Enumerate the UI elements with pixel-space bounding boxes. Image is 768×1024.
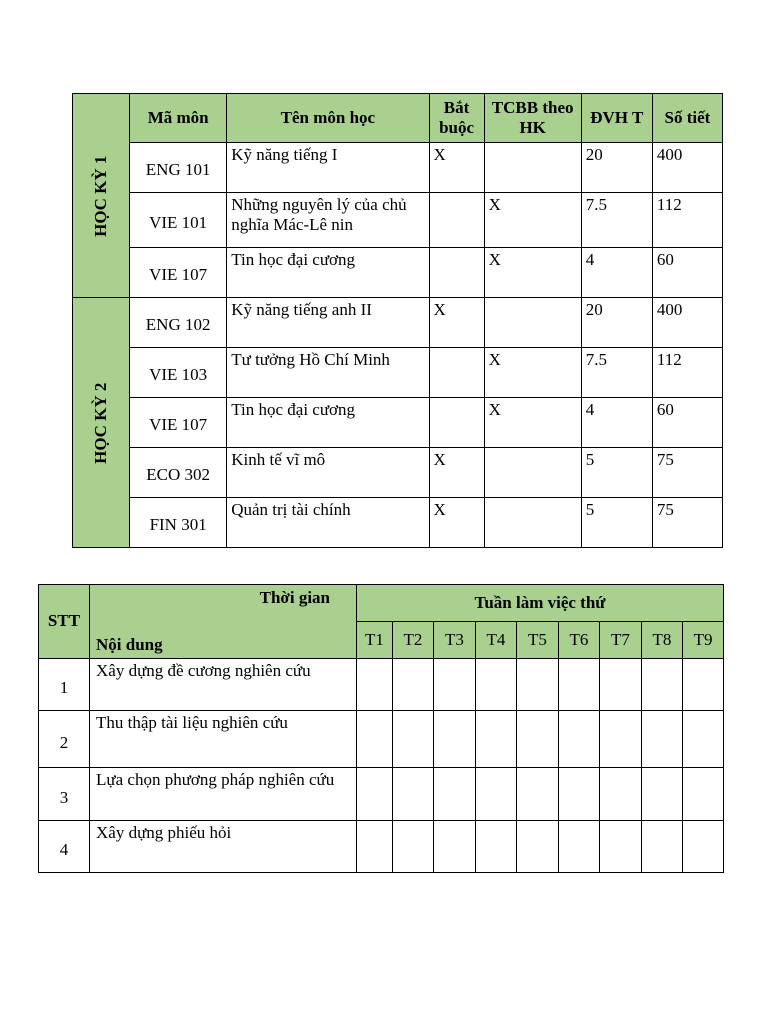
- week-cell: [434, 821, 476, 873]
- week-cell: [559, 768, 600, 821]
- row-number: 1: [39, 659, 90, 711]
- week-header: T4: [476, 622, 517, 659]
- row-number: 4: [39, 821, 90, 873]
- schedule-row: [39, 821, 724, 873]
- course-required: X: [429, 498, 484, 548]
- week-header: T5: [517, 622, 559, 659]
- course-name: Tư tưởng Hồ Chí Minh: [227, 348, 429, 398]
- header-dvht: ĐVH T: [581, 94, 652, 143]
- content-header: Nội dung: [96, 634, 163, 654]
- week-cell: [559, 659, 600, 711]
- schedule-row: [39, 659, 724, 711]
- course-required: [429, 398, 484, 448]
- week-cell: [642, 821, 683, 873]
- task-name: Xây dựng đề cương nghiên cứu: [90, 659, 357, 711]
- course-tcbb: [484, 143, 581, 193]
- header-course-code: Mã môn: [130, 94, 227, 143]
- time-header: Thời gian: [259, 588, 330, 607]
- course-dvht: 4: [581, 248, 652, 298]
- course-name: Tin học đại cương: [227, 398, 429, 448]
- course-name: Kỹ năng tiếng I: [227, 143, 429, 193]
- schedule-row: [39, 711, 724, 768]
- week-cell: [476, 768, 517, 821]
- course-required: [429, 193, 484, 248]
- week-header: T1: [357, 622, 393, 659]
- week-cell: [434, 711, 476, 768]
- course-hours: 75: [652, 498, 722, 548]
- week-cell: [357, 659, 393, 711]
- week-header: T7: [600, 622, 642, 659]
- course-tcbb: [484, 448, 581, 498]
- course-row: [73, 498, 723, 548]
- course-required: X: [429, 143, 484, 193]
- header-required: Bắt buộc: [429, 94, 484, 143]
- course-hours: 60: [652, 398, 722, 448]
- course-row: [73, 248, 723, 298]
- week-cell: [476, 711, 517, 768]
- course-tcbb: [484, 298, 581, 348]
- week-cell: [600, 711, 642, 768]
- semester-1-label: HỌC KỲ 1: [73, 94, 130, 298]
- week-cell: [600, 659, 642, 711]
- course-dvht: 7.5: [581, 193, 652, 248]
- task-name: Xây dựng phiếu hỏi: [90, 821, 357, 873]
- week-cell: [393, 711, 434, 768]
- week-cell: [559, 711, 600, 768]
- week-header: T2: [393, 622, 434, 659]
- course-name: Quản trị tài chính: [227, 498, 429, 548]
- course-dvht: 4: [581, 398, 652, 448]
- week-cell: [642, 659, 683, 711]
- row-number: 3: [39, 768, 90, 821]
- week-cell: [683, 711, 724, 768]
- course-row: [73, 298, 723, 348]
- course-row: [73, 348, 723, 398]
- course-hours: 75: [652, 448, 722, 498]
- course-hours: 112: [652, 193, 722, 248]
- semester-2-label: HỌC KỲ 2: [73, 298, 130, 548]
- course-name: Kinh tế vĩ mô: [227, 448, 429, 498]
- course-hours: 60: [652, 248, 722, 298]
- course-tcbb: X: [484, 398, 581, 448]
- course-code: VIE 103: [130, 348, 227, 398]
- header-hours: Số tiết: [652, 94, 722, 143]
- course-name: Những nguyên lý của chủ nghĩa Mác-Lê nin: [227, 193, 429, 248]
- schedule-row: [39, 768, 724, 821]
- course-row: [73, 448, 723, 498]
- schedule-header-row: [39, 585, 724, 622]
- week-cell: [476, 659, 517, 711]
- course-tcbb: X: [484, 248, 581, 298]
- week-cell: [393, 659, 434, 711]
- week-cell: [357, 768, 393, 821]
- course-table-header-row: [73, 94, 723, 143]
- course-hours: 400: [652, 143, 722, 193]
- week-header: T9: [683, 622, 724, 659]
- week-cell: [357, 821, 393, 873]
- week-header: T3: [434, 622, 476, 659]
- week-cell: [357, 711, 393, 768]
- course-code: ENG 101: [130, 143, 227, 193]
- week-cell: [683, 659, 724, 711]
- task-name: Thu thập tài liệu nghiên cứu: [90, 711, 357, 768]
- course-name: Kỹ năng tiếng anh II: [227, 298, 429, 348]
- course-tcbb: X: [484, 348, 581, 398]
- course-tcbb: [484, 498, 581, 548]
- course-row: [73, 143, 723, 193]
- course-dvht: 5: [581, 448, 652, 498]
- course-hours: 400: [652, 298, 722, 348]
- week-cell: [476, 821, 517, 873]
- week-cell: [559, 821, 600, 873]
- schedule-table: [38, 584, 724, 873]
- week-cell: [683, 768, 724, 821]
- course-code: VIE 101: [130, 193, 227, 248]
- course-dvht: 5: [581, 498, 652, 548]
- course-code: VIE 107: [130, 398, 227, 448]
- week-cell: [642, 711, 683, 768]
- week-cell: [517, 659, 559, 711]
- course-row: [73, 193, 723, 248]
- course-required: [429, 248, 484, 298]
- week-cell: [600, 768, 642, 821]
- course-dvht: 20: [581, 298, 652, 348]
- row-number: 2: [39, 711, 90, 768]
- course-required: [429, 348, 484, 398]
- course-dvht: 7.5: [581, 348, 652, 398]
- week-cell: [393, 768, 434, 821]
- week-cell: [517, 711, 559, 768]
- course-required: X: [429, 298, 484, 348]
- course-row: [73, 398, 723, 448]
- week-cell: [683, 821, 724, 873]
- course-hours: 112: [652, 348, 722, 398]
- course-code: ECO 302: [130, 448, 227, 498]
- course-name: Tin học đại cương: [227, 248, 429, 298]
- course-code: ENG 102: [130, 298, 227, 348]
- course-code: VIE 107: [130, 248, 227, 298]
- week-cell: [517, 768, 559, 821]
- task-name: Lựa chọn phương pháp nghiên cứu: [90, 768, 357, 821]
- stt-header: STT: [39, 585, 90, 659]
- course-code: FIN 301: [130, 498, 227, 548]
- header-tcbb: TCBB theo HK: [484, 94, 581, 143]
- week-header: T6: [559, 622, 600, 659]
- course-required: X: [429, 448, 484, 498]
- time-content-header: [90, 585, 357, 659]
- week-cell: [434, 659, 476, 711]
- week-cell: [517, 821, 559, 873]
- week-cell: [600, 821, 642, 873]
- week-header: T8: [642, 622, 683, 659]
- course-dvht: 20: [581, 143, 652, 193]
- weeks-header: Tuần làm việc thứ: [357, 585, 724, 622]
- week-cell: [434, 768, 476, 821]
- course-table: [72, 93, 723, 548]
- course-tcbb: X: [484, 193, 581, 248]
- week-cell: [393, 821, 434, 873]
- week-cell: [642, 768, 683, 821]
- header-course-name: Tên môn học: [227, 94, 429, 143]
